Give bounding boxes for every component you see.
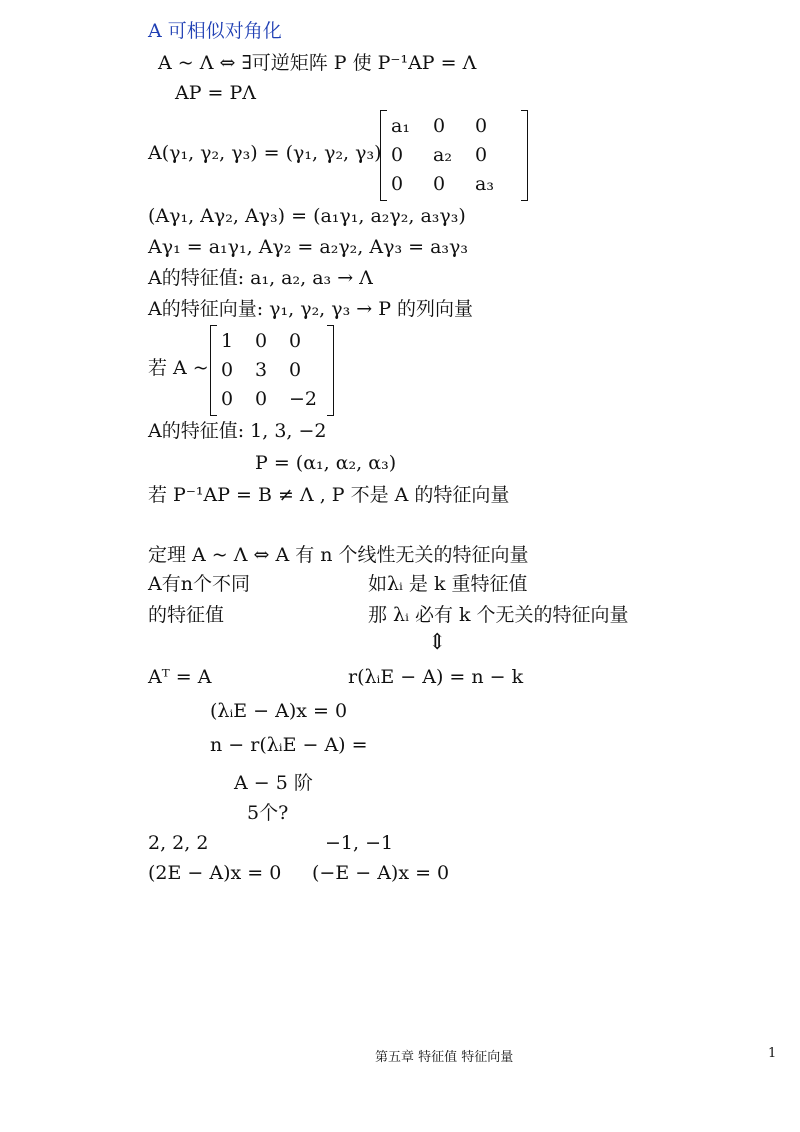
distinct-eigenvalues-line2: 的特征值 xyxy=(148,604,225,626)
theorem-statement: 定理 A ~ Λ ⇔ A 有 n 个线性无关的特征向量 xyxy=(148,544,529,566)
matrix-cell: 0 xyxy=(475,144,488,166)
equation-eigen-relations: Aγ₁ = a₁γ₁, Aγ₂ = a₂γ₂, Aγ₃ = a₃γ₃ xyxy=(148,236,468,258)
matrix-right-bracket xyxy=(521,110,528,201)
system-2e-minus-a: (2E − A)x = 0 xyxy=(148,862,282,884)
matrix-cell: 0 xyxy=(255,388,268,410)
matrix-cell: −2 xyxy=(289,388,318,410)
multiplicity-condition-line2: 那 λᵢ 必有 k 个无关的特征向量 xyxy=(368,604,629,626)
system-minus-e-minus-a: (−E − A)x = 0 xyxy=(312,862,450,884)
multiplicity-condition-line1: 如λᵢ 是 k 重特征值 xyxy=(368,573,528,595)
equation-ap-plambda: AP = PΛ xyxy=(175,82,257,104)
matrix-cell: 0 xyxy=(433,173,446,195)
matrix-cell: 0 xyxy=(475,115,488,137)
p-as-alpha-columns: P = (α₁, α₂, α₃) xyxy=(255,452,397,474)
rank-condition: r(λᵢE − A) = n − k xyxy=(348,666,524,688)
matrix-cell: 1 xyxy=(221,330,234,352)
homogeneous-system: (λᵢE − A)x = 0 xyxy=(210,700,348,722)
count-question: 5个? xyxy=(247,802,289,824)
eigenvectors-to-p: A的特征向量: γ₁, γ₂, γ₃ → P 的列向量 xyxy=(148,298,474,320)
footer-page-number: 1 xyxy=(768,1046,777,1061)
matrix-cell: 0 xyxy=(289,330,302,352)
note-p-not-eigenvectors: 若 P⁻¹AP = B ≠ Λ , P 不是 A 的特征向量 xyxy=(148,484,510,506)
matrix-grid xyxy=(217,325,327,416)
matrix-cell: 0 xyxy=(433,115,446,137)
order-note: A − 5 阶 xyxy=(234,772,313,794)
matrix-cell: 3 xyxy=(255,359,268,381)
matrix-cell: a₂ xyxy=(433,144,452,166)
matrix-cell: a₁ xyxy=(391,115,410,137)
equation-column-expansion: (Aγ₁, Aγ₂, Aγ₃) = (a₁γ₁, a₂γ₂, a₃γ₃) xyxy=(148,205,466,227)
if-a-similar: 若 A ~ xyxy=(148,357,209,379)
eigenvalues-minus1: −1, −1 xyxy=(325,832,394,854)
equation-a-gamma: A(γ₁, γ₂, γ₃) = (γ₁, γ₂, γ₃) xyxy=(148,142,382,164)
symmetric-matrix: Aᵀ = A xyxy=(148,666,212,688)
eigenvalues-to-lambda: A的特征值: a₁, a₂, a₃ → Λ xyxy=(148,267,373,289)
solution-space-dimension: n − r(λᵢE − A) = xyxy=(210,734,368,756)
diagonal-matrix-a xyxy=(380,110,528,201)
matrix-cell: 0 xyxy=(289,359,302,381)
matrix-right-bracket xyxy=(327,325,334,416)
matrix-grid xyxy=(387,110,521,201)
matrix-cell: 0 xyxy=(391,144,404,166)
heading-diagonalizable: A 可相似对角化 xyxy=(148,20,282,42)
similarity-definition: A ~ Λ ⇔ ∃可逆矩阵 P 使 P⁻¹AP = Λ xyxy=(158,52,477,74)
example-eigenvalues: A的特征值: 1, 3, −2 xyxy=(148,420,327,442)
matrix-cell: 0 xyxy=(391,173,404,195)
matrix-cell: a₃ xyxy=(475,173,494,195)
matrix-cell: 0 xyxy=(221,388,234,410)
footer-chapter: 第五章 特征值 特征向量 xyxy=(375,1050,514,1065)
matrix-left-bracket xyxy=(210,325,217,416)
matrix-left-bracket xyxy=(380,110,387,201)
eigenvalues-2: 2, 2, 2 xyxy=(148,832,209,854)
distinct-eigenvalues-line1: A有n个不同 xyxy=(148,573,250,595)
diagonal-matrix-example xyxy=(210,325,334,416)
equivalence-arrow-icon: ⇕ xyxy=(428,630,447,655)
matrix-cell: 0 xyxy=(221,359,234,381)
matrix-cell: 0 xyxy=(255,330,268,352)
